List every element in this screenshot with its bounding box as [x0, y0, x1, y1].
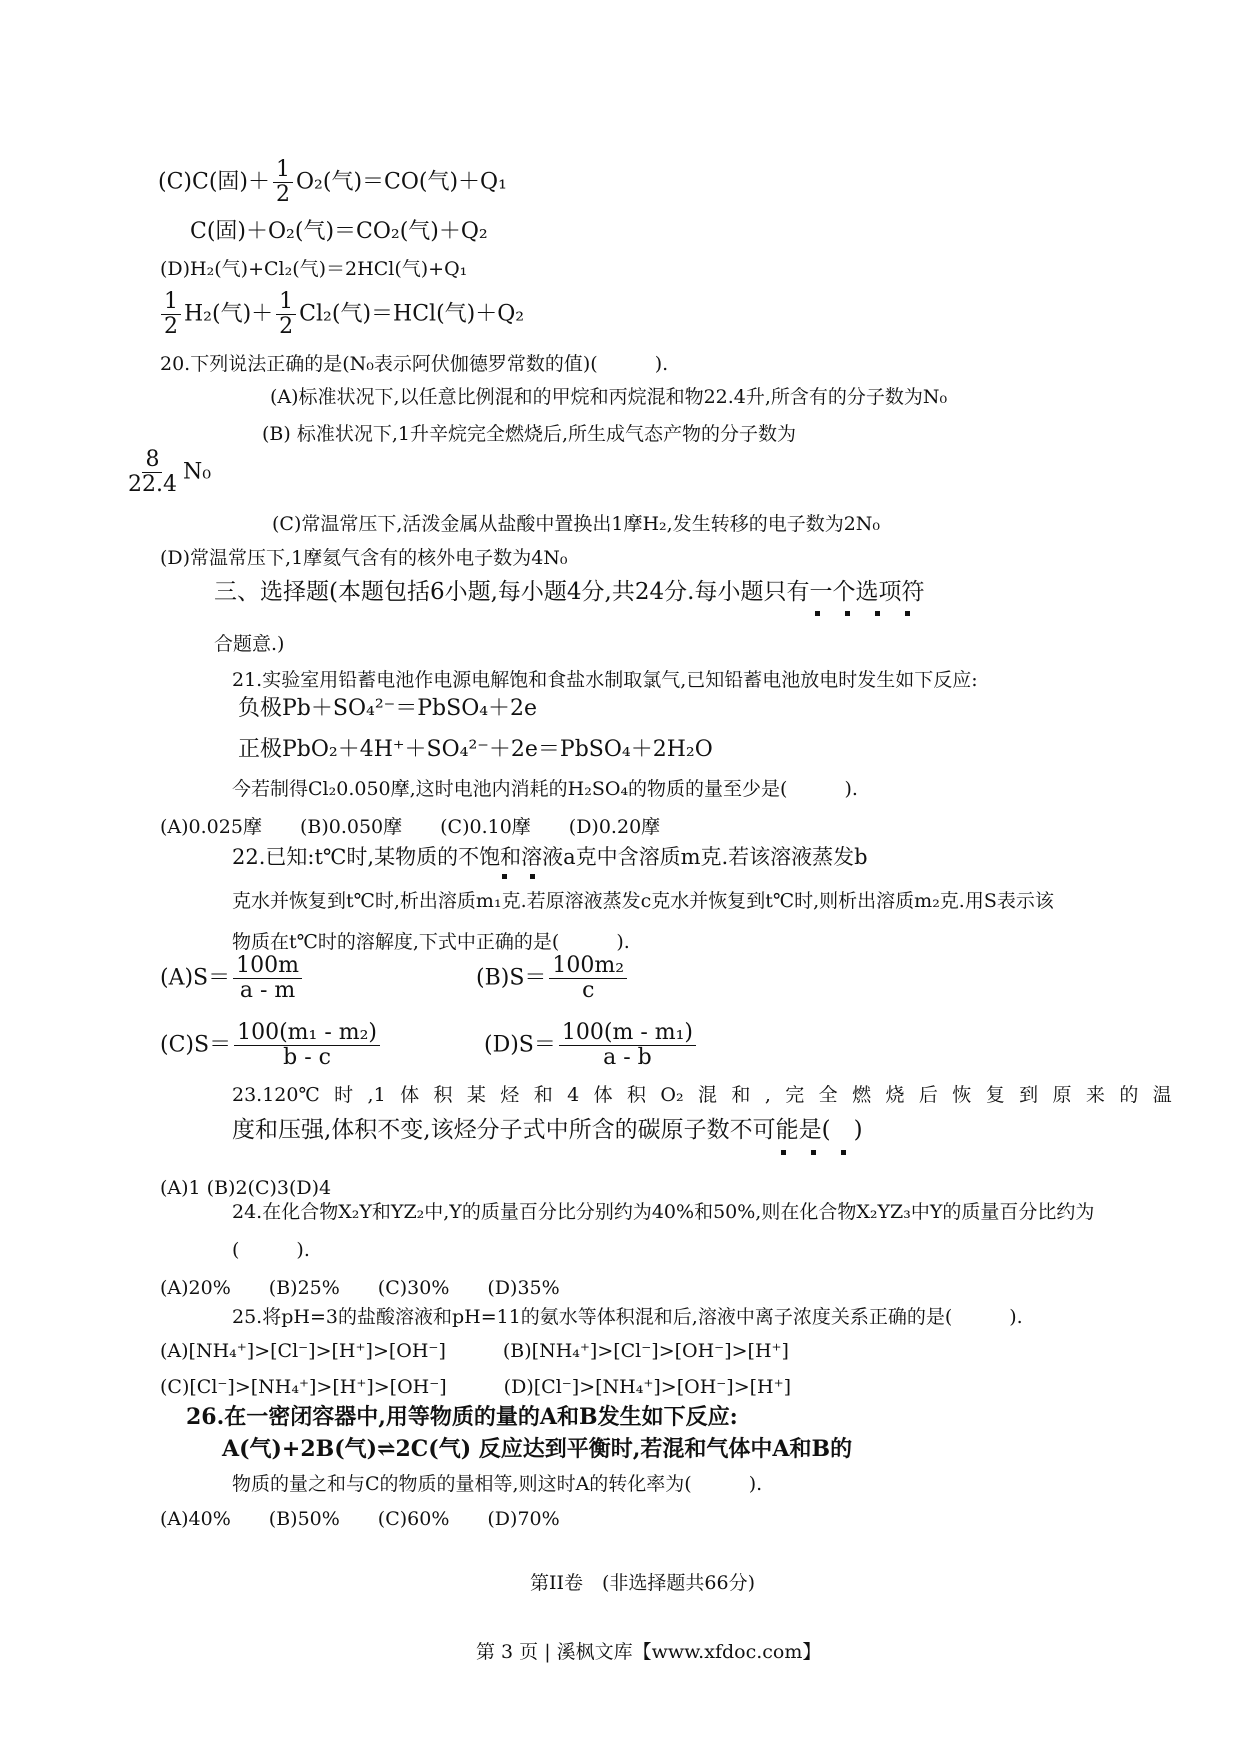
emphasis-dot	[811, 1150, 816, 1155]
q23-line1-token: 某	[466, 1084, 486, 1106]
q26-options: (A)40% (B)50% (C)60% (D)70%	[160, 1508, 560, 1530]
q20-option-d: (D)常温常压下,1摩氦气含有的核外电子数为4N₀	[160, 547, 568, 569]
fraction-denominator: 2	[276, 182, 290, 207]
q19-d2-fraction-2	[276, 290, 296, 339]
q23-line1-token: 燃	[852, 1084, 872, 1106]
fraction-denominator: 2	[164, 314, 178, 339]
q21-options: (A)0.025摩 (B)0.050摩 (C)0.10摩 (D)0.20摩	[160, 816, 661, 838]
fraction-denominator: c	[582, 978, 595, 1003]
q23-line1-token: 烃	[500, 1084, 520, 1106]
fraction-denominator: 2	[279, 314, 294, 339]
q24-line1: 24.在化合物X₂Y和YZ₂中,Y的质量百分比分别约为40%和50%,则在化合物X₂YZ₃中Y的质量百分比约为	[232, 1201, 1095, 1223]
q23-line1-token: 23.120℃	[232, 1084, 320, 1106]
q25-options-cd: (C)[Cl⁻]>[NH₄⁺]>[H⁺]>[OH⁻] (D)[Cl⁻]>[NH₄⁺]>[OH⁻]>[H⁺]	[160, 1376, 792, 1398]
q23-line1-token: 的	[1119, 1084, 1139, 1106]
q22-c-fraction	[234, 1021, 380, 1070]
fraction-numerator: 100m	[233, 954, 302, 979]
fraction-denominator: a - m	[239, 978, 296, 1003]
q19-c-line2: C(固)＋O₂(气)＝CO₂(气)＋Q₂	[190, 219, 488, 244]
emphasis-dot	[875, 611, 880, 616]
q19-c-line1	[158, 158, 507, 207]
emphasis-dot	[815, 611, 820, 616]
q22-a-fraction	[233, 954, 302, 1003]
q23-options: (A)1 (B)2(C)3(D)4	[160, 1177, 332, 1199]
fraction-numerator: 100(m₁ - m₂)	[234, 1021, 380, 1046]
q22-option-d	[484, 1021, 699, 1070]
q23-line1-token: 全	[818, 1084, 838, 1106]
q22-b-label: (B)S＝	[476, 965, 547, 991]
q22-line3: 物质在t℃时的溶解度,下式中正确的是( ).	[232, 931, 630, 953]
q23-line1-token: 到	[1019, 1084, 1039, 1106]
section3-heading: 三、选择题(本题包括6小题,每小题4分,共24分.每小题只有一个选项符	[214, 579, 925, 605]
q19-d2-mid: H₂(气)＋	[184, 301, 274, 327]
q21-positive-electrode: 正极PbO₂＋4H⁺＋SO₄²⁻＋2e＝PbSO₄＋2H₂O	[238, 737, 713, 762]
fraction-numerator: 100m₂	[549, 954, 627, 979]
q23-line1-token: 恢	[952, 1084, 972, 1106]
q23-line1-token: 和	[731, 1084, 751, 1106]
q21-ask: 今若制得Cl₂0.050摩,这时电池内消耗的H₂SO₄的物质的量至少是( ).	[232, 778, 858, 800]
q20-stem: 20.下列说法正确的是(N₀表示阿伏伽德罗常数的值)( ).	[160, 353, 669, 375]
q22-line2: 克水并恢复到t℃时,析出溶质m₁克.若原溶液蒸发c克水并恢复到t℃时,则析出溶质m₂克.用S表示该	[232, 890, 1054, 912]
fraction-numerator: 1	[161, 290, 181, 315]
emphasis-dot	[502, 874, 507, 879]
q23-line1-token: 积	[627, 1084, 647, 1106]
q19-d-line2	[158, 290, 524, 339]
q23-line1-token: 来	[1085, 1084, 1105, 1106]
q20-option-a: (A)标准状况下,以任意比例混和的甲烷和丙烷混和物22.4升,所含有的分子数为N₀	[270, 386, 948, 408]
q26-line2: A(气)+2B(气)⇌2C(气) 反应达到平衡时,若混和气体中A和B的	[222, 1436, 853, 1462]
fraction-denominator: b - c	[283, 1045, 331, 1070]
q22-d-label: (D)S＝	[484, 1032, 556, 1058]
fraction-numerator: 1	[273, 158, 293, 183]
q22-d-fraction	[559, 1021, 696, 1070]
q22-b-fraction	[549, 954, 627, 1003]
q22-option-b	[476, 954, 630, 1003]
q22-option-c	[160, 1021, 383, 1070]
q23-line1-token: O₂	[660, 1084, 684, 1106]
fraction-numerator: 100(m - m₁)	[559, 1021, 696, 1046]
q23-line1-token: 后	[918, 1084, 938, 1106]
q19-c1-fraction	[273, 158, 293, 207]
q23-line1-token: 时	[334, 1084, 354, 1106]
q19-d-line1: (D)H₂(气)+Cl₂(气)＝2HCl(气)+Q₁	[160, 258, 468, 280]
q23-line1-token: ,1	[367, 1084, 386, 1106]
q19-d2-right: Cl₂(气)＝HCl(气)＋Q₂	[299, 301, 525, 327]
q24-line2: ( ).	[232, 1239, 310, 1261]
fraction-denominator: 22.4	[128, 472, 177, 497]
q19-c-label: (C)	[158, 169, 192, 195]
fraction-denominator: a - b	[603, 1045, 652, 1070]
q20-option-c: (C)常温常压下,活泼金属从盐酸中置换出1摩H₂,发生转移的电子数为2N₀	[272, 513, 881, 535]
q23-line1-token: 混	[698, 1084, 718, 1106]
q23-line1-token: 4	[567, 1084, 580, 1106]
q19-d2-fraction-1	[161, 290, 181, 339]
q26-line3: 物质的量之和与C的物质的量相等,则这时A的转化率为( ).	[232, 1473, 763, 1495]
emphasis-dot	[781, 1150, 786, 1155]
q22-option-a	[160, 954, 305, 1003]
q23-line1-token: 体	[400, 1084, 420, 1106]
q23-line1-token: ,	[764, 1084, 771, 1106]
q23-line1-token: 完	[785, 1084, 805, 1106]
q23-line1-token: 温	[1152, 1084, 1172, 1106]
q21-stem: 21.实验室用铅蓄电池作电源电解饱和食盐水制取氯气,已知铅蓄电池放电时发生如下反应:	[232, 669, 978, 691]
emphasis-dot	[841, 1150, 846, 1155]
q19-c1-left: C(固)＋	[192, 169, 270, 195]
q23-line2: 度和压强,体积不变,该烃分子式中所含的碳原子数不可能是( )	[232, 1117, 863, 1143]
q22-line1: 22.已知:t℃时,某物质的不饱和溶液a克中含溶质m克.若该溶液蒸发b	[232, 845, 868, 869]
q23-line1	[232, 1083, 1172, 1107]
q22-c-label: (C)S＝	[160, 1032, 232, 1058]
emphasis-dot	[905, 611, 910, 616]
q23-line1-token: 烧	[885, 1084, 905, 1106]
q20-b-tail: N₀	[182, 459, 212, 485]
q23-line1-token: 体	[593, 1084, 613, 1106]
q20-option-b-value	[122, 448, 211, 497]
q23-line1-token: 和	[533, 1084, 553, 1106]
q20-option-b: (B) 标准状况下,1升辛烷完全燃烧后,所生成气态产物的分子数为	[262, 423, 796, 445]
page-footer: 第 3 页 | 溪枫文库【www.xfdoc.com】	[476, 1641, 822, 1663]
q21-negative-electrode: 负极Pb＋SO₄²⁻＝PbSO₄＋2e	[238, 696, 538, 721]
q26-line1: 26.在一密闭容器中,用等物质的量的A和B发生如下反应:	[186, 1404, 738, 1430]
q23-line1-token: 复	[985, 1084, 1005, 1106]
emphasis-dot	[530, 874, 535, 879]
q19-c1-right: O₂(气)＝CO(气)＋Q₁	[296, 169, 507, 195]
fraction-numerator: 8	[142, 448, 162, 473]
part2-heading: 第II卷 (非选择题共66分)	[530, 1572, 756, 1594]
q23-line1-token: 原	[1052, 1084, 1072, 1106]
q25-stem: 25.将pH=3的盐酸溶液和pH=11的氨水等体积混和后,溶液中离子浓度关系正确的是( ).	[232, 1306, 1023, 1328]
q22-a-label: (A)S＝	[160, 965, 231, 991]
section3-heading-cont: 合题意.)	[214, 633, 285, 655]
q23-line1-token: 积	[433, 1084, 453, 1106]
q24-options: (A)20% (B)25% (C)30% (D)35%	[160, 1277, 560, 1299]
q25-options-ab: (A)[NH₄⁺]>[Cl⁻]>[H⁺]>[OH⁻] (B)[NH₄⁺]>[Cl⁻]>[OH⁻]>[H⁺]	[160, 1340, 789, 1362]
fraction-numerator: 1	[276, 290, 296, 315]
q20-b-fraction	[125, 448, 180, 497]
emphasis-dot	[845, 611, 850, 616]
